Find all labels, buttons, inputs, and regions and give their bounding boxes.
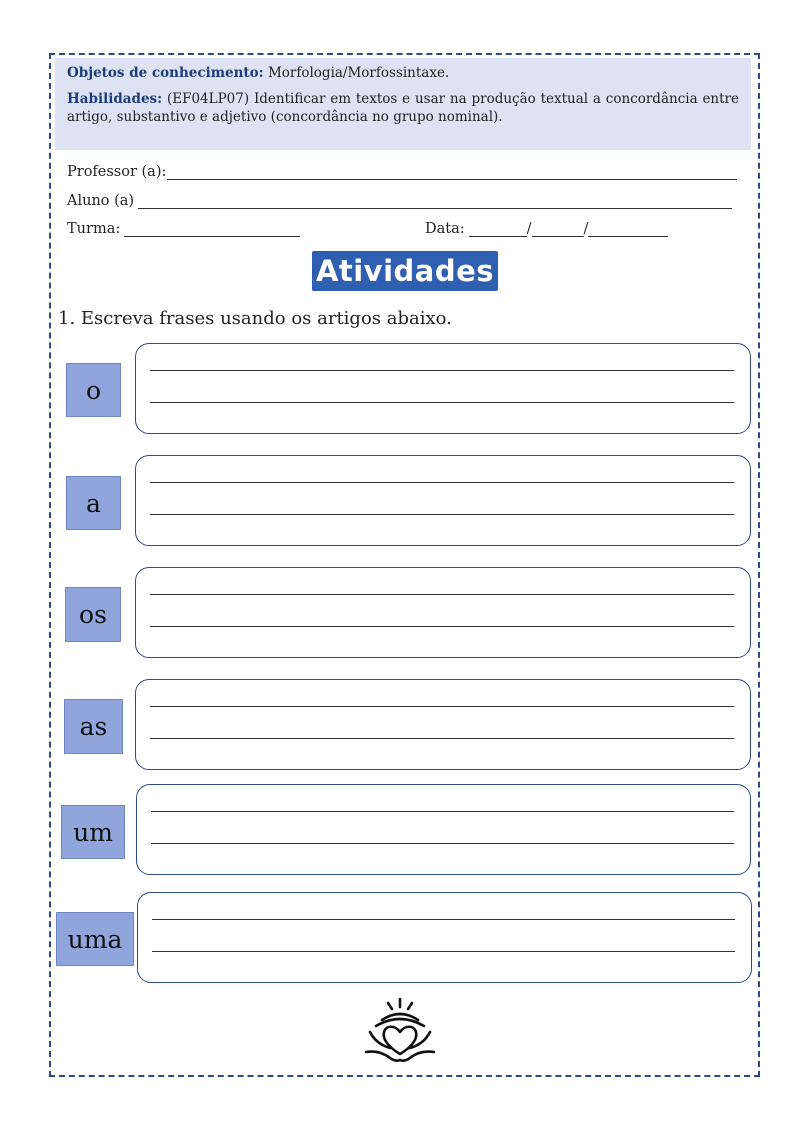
- answer-box-um[interactable]: [136, 784, 751, 875]
- answer-box-o[interactable]: [135, 343, 751, 434]
- professor-field: [67, 164, 737, 180]
- turma-label: Turma:: [67, 221, 121, 237]
- answer-box-as[interactable]: [135, 679, 751, 770]
- answer-line: [150, 514, 734, 515]
- turma-blank[interactable]: [124, 222, 300, 237]
- activities-title: Atividades: [312, 251, 498, 291]
- article-box-os: os: [65, 587, 121, 642]
- professor-label: Professor (a):: [67, 164, 167, 180]
- objetos-value: Morfologia/Morfossintaxe.: [267, 65, 450, 81]
- answer-line: [150, 594, 734, 595]
- data-field: [425, 221, 668, 237]
- article-box-a: a: [66, 476, 121, 530]
- data-label: Data:: [425, 221, 465, 237]
- answer-line: [150, 482, 734, 483]
- habilidades-label: Habilidades:: [67, 91, 163, 107]
- answer-line: [152, 951, 735, 952]
- header-box: [55, 58, 751, 150]
- article-box-uma: uma: [56, 912, 134, 966]
- answer-line: [150, 738, 734, 739]
- heart-hands-icon: [360, 996, 440, 1068]
- answer-line: [150, 402, 734, 403]
- data-month-blank[interactable]: [532, 222, 584, 237]
- answer-box-os[interactable]: [135, 567, 751, 658]
- data-day-blank[interactable]: [469, 222, 527, 237]
- answer-line: [152, 919, 735, 920]
- answer-box-a[interactable]: [135, 455, 751, 546]
- habilidades-line: [67, 90, 739, 126]
- article-box-o: o: [66, 363, 121, 417]
- answer-line: [151, 811, 734, 812]
- article-box-um: um: [61, 805, 125, 859]
- aluno-field: [67, 193, 732, 209]
- aluno-label: Aluno (a): [67, 193, 135, 209]
- turma-field: [67, 221, 300, 237]
- answer-line: [150, 706, 734, 707]
- objetos-line: [67, 64, 739, 82]
- data-slash-1: /: [526, 221, 532, 237]
- habilidades-value: (EF04LP07) Identificar em textos e usar na produção textual a concordância entre artigo, substantivo e adjetivo (concordância no grupo nominal).: [67, 91, 739, 125]
- answer-line: [150, 370, 734, 371]
- instruction-text: 1. Escreva frases usando os artigos abaixo.: [58, 308, 452, 329]
- professor-blank[interactable]: [167, 165, 737, 180]
- article-box-as: as: [64, 699, 123, 754]
- answer-box-uma[interactable]: [137, 892, 752, 983]
- answer-line: [151, 843, 734, 844]
- data-year-blank[interactable]: [588, 222, 668, 237]
- objetos-label: Objetos de conhecimento:: [67, 65, 264, 81]
- data-slash-2: /: [583, 221, 589, 237]
- aluno-blank[interactable]: [138, 194, 732, 209]
- answer-line: [150, 626, 734, 627]
